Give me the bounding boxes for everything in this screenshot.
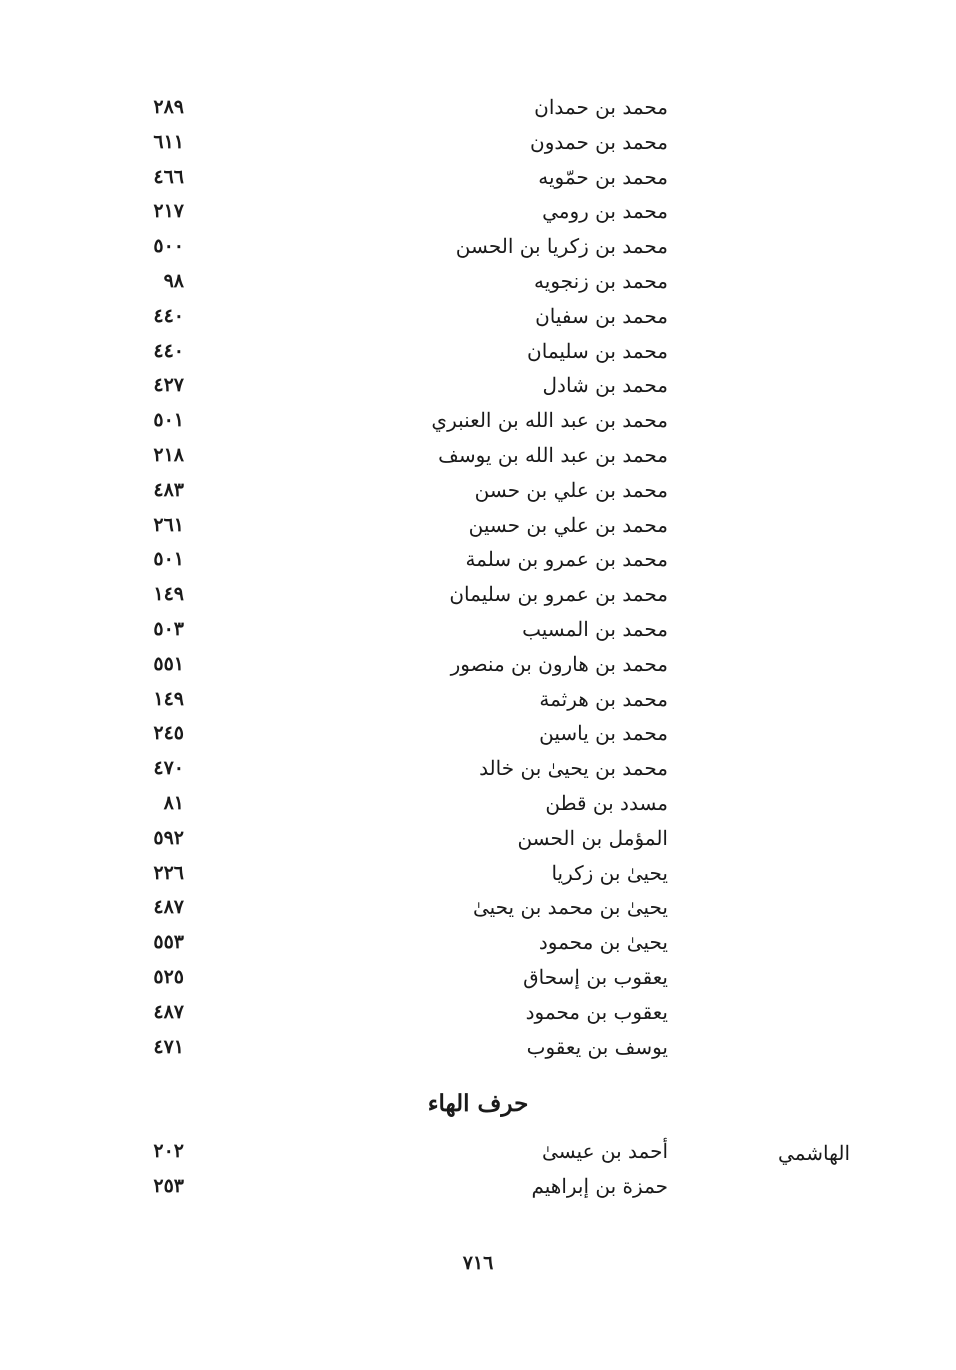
- entry-page-number: ٤٧١: [153, 1035, 184, 1058]
- entry-page-number: ٥٥١: [153, 652, 184, 675]
- entry-page-number: ٢٥٣: [153, 1175, 184, 1197]
- entry-name: محمد بن عمرو بن سليمان: [449, 582, 668, 607]
- index-entry: [0, 821, 956, 856]
- entry-page-number: ٢١٧: [153, 200, 184, 223]
- index-entry: [0, 438, 956, 473]
- entry-page-number: ٢٦١: [153, 513, 184, 536]
- index-entry: [0, 682, 956, 717]
- entry-page-number: ٤٨٧: [153, 1000, 184, 1023]
- entry-name: محمد بن ياسين: [539, 721, 668, 746]
- entry-page-number: ٤٧٠: [153, 757, 184, 780]
- entry-name: محمد بن عمرو بن سلمة: [465, 547, 668, 572]
- index-entry: [0, 716, 956, 751]
- index-entry: [0, 612, 956, 647]
- entry-page-number: ٥٠١: [153, 548, 184, 571]
- entry-page-number: ٥٢٥: [153, 965, 184, 988]
- index-entry: [0, 647, 956, 682]
- entry-name: محمد بن عبد الله بن العنبري: [431, 408, 668, 433]
- entry-page-number: ٤٢٧: [153, 374, 184, 397]
- entry-name: محمد بن سليمان: [527, 338, 668, 363]
- entry-page-number: ٢٤٥: [153, 722, 184, 745]
- section-entries: [0, 1134, 956, 1204]
- entry-name: محمد بن علي بن حسن: [474, 477, 668, 502]
- entry-page-number: ٢١٨: [153, 443, 184, 466]
- entry-name: محمد بن حمّويه: [538, 164, 668, 189]
- index-entry: [0, 960, 956, 995]
- section-heading: حرف الهاء: [427, 1090, 529, 1117]
- entry-page-number: ٢٨٩: [153, 96, 184, 118]
- index-entry: [0, 334, 956, 369]
- index-entry: [0, 125, 956, 160]
- entry-page-number: ٥٠٠: [153, 235, 184, 258]
- entry-page-number: ٥٠٣: [153, 617, 184, 640]
- index-entry: [0, 995, 956, 1030]
- entry-name: محمد بن رومي: [542, 199, 668, 224]
- index-entries: [0, 90, 956, 1064]
- entry-page-number: ٥٩٢: [153, 826, 184, 849]
- entry-page-number: ٤٤٠: [153, 304, 184, 327]
- entry-name: يعقوب بن محمود: [525, 999, 668, 1024]
- entry-name: يعقوب بن إسحاق: [523, 964, 668, 989]
- entry-page-number: ٨١: [163, 791, 184, 814]
- index-entry: [0, 856, 956, 891]
- index-entry: [0, 229, 956, 264]
- index-entry: [0, 473, 956, 508]
- index-entry: [0, 264, 956, 299]
- entry-name: محمد بن شادل: [542, 373, 668, 398]
- entry-name: محمد بن عبد الله بن يوسف: [438, 442, 668, 467]
- entry-page-number: ١٤٩: [153, 583, 184, 606]
- entry-name: مسدد بن قطن: [545, 790, 668, 815]
- index-entry: [0, 403, 956, 438]
- entry-page-number: ٥٠١: [153, 409, 184, 432]
- entry-name: محمد بن زنجويه: [534, 268, 668, 293]
- entry-page-number: ٢٢٦: [153, 861, 184, 884]
- entry-name: محمد بن المسيب: [522, 616, 668, 641]
- entry-name: يوسف بن يعقوب: [526, 1034, 668, 1059]
- entry-page-number: ٩٨: [163, 269, 184, 292]
- entry-name: يحيىٰ بن زكريا: [551, 860, 668, 885]
- index-entry: [0, 890, 956, 925]
- entry-page-number: ٤٦٦: [153, 165, 184, 188]
- entry-name: محمد بن سفيان: [535, 303, 668, 328]
- entry-name: أحمد بن عيسىٰ: [542, 1139, 668, 1163]
- index-entry: [0, 542, 956, 577]
- index-entry: [0, 299, 956, 334]
- entry-name: محمد بن حمدان: [534, 95, 668, 119]
- entry-page-number: ٥٥٣: [153, 931, 184, 954]
- entry-name: محمد بن هرثمة: [539, 686, 668, 711]
- index-entry: [0, 1134, 956, 1169]
- page-number: ٧١٦: [462, 1252, 494, 1274]
- entry-name: محمد بن علي بن حسين: [468, 512, 668, 537]
- index-entry: [0, 925, 956, 960]
- index-entry: [0, 1169, 956, 1204]
- index-entry: [0, 786, 956, 821]
- entry-page-number: ٤٨٣: [153, 478, 184, 501]
- index-entry: [0, 160, 956, 195]
- entry-page-number: ٤٨٧: [153, 896, 184, 919]
- entry-name: محمد بن يحيىٰ بن خالد: [479, 756, 668, 781]
- index-entry: [0, 751, 956, 786]
- entry-name: المؤمل بن الحسن: [517, 825, 668, 850]
- entry-name: محمد بن حمدون: [530, 129, 668, 154]
- entry-name: يحيىٰ بن محمود: [538, 930, 668, 955]
- index-entry: [0, 1030, 956, 1065]
- entry-name: حمزة بن إبراهيم: [531, 1174, 668, 1198]
- entry-page-number: ٢٠٢: [153, 1140, 184, 1162]
- index-entry: [0, 577, 956, 612]
- group-label: الهاشمي: [778, 1141, 850, 1165]
- entry-page-number: ١٤٩: [153, 687, 184, 710]
- index-entry: [0, 368, 956, 403]
- index-entry: [0, 90, 956, 125]
- entry-name: يحيىٰ بن محمد بن يحيىٰ: [472, 895, 668, 920]
- index-entry: [0, 508, 956, 543]
- index-entry: [0, 194, 956, 229]
- entry-name: محمد بن هارون بن منصور: [450, 651, 668, 676]
- entry-page-number: ٤٤٠: [153, 339, 184, 362]
- entry-name: محمد بن زكريا بن الحسن: [455, 234, 668, 259]
- entry-page-number: ٦١١: [153, 130, 184, 153]
